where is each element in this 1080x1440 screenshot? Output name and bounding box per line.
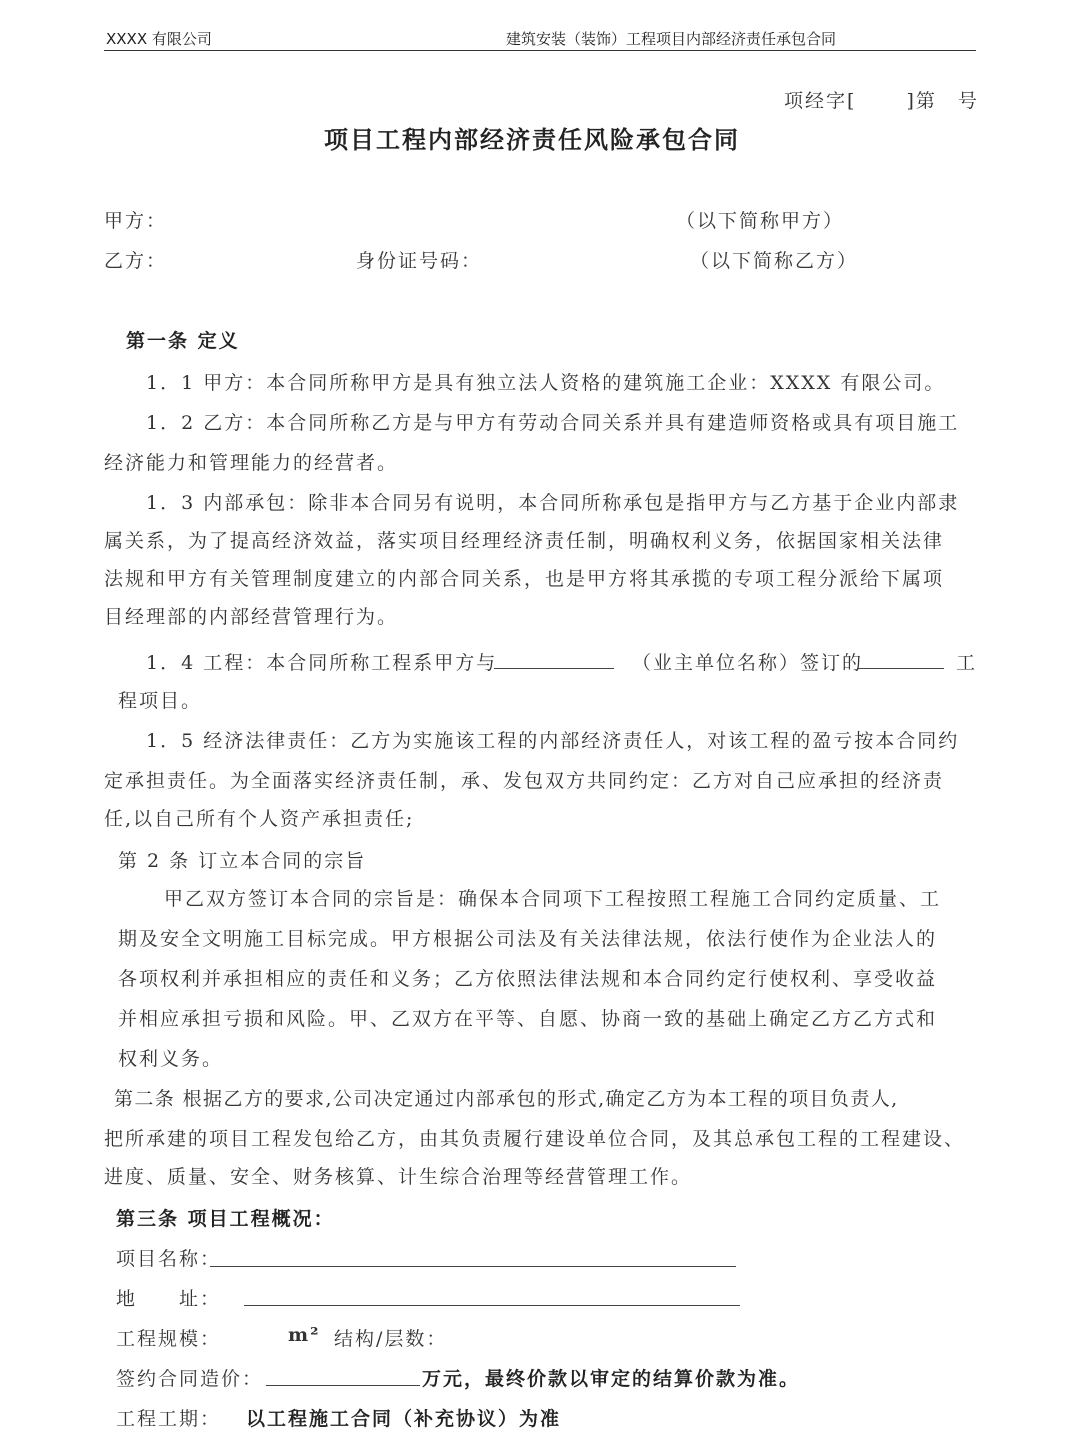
clause-1-4-line-2: 程项目。	[118, 690, 203, 712]
owner-name-blank	[494, 668, 614, 669]
header-company: XXXX 有限公司	[106, 30, 212, 48]
party-a-note: （以下简称甲方）	[676, 210, 845, 232]
article-2-line-2: 期及安全文明施工目标完成。甲方根据公司法及有关法律法规，依法行使作为企业法人的	[118, 928, 938, 950]
scale-label: 工程规模：	[116, 1328, 222, 1350]
clause-1-5-line-3: 任,以自己所有个人资产承担责任;	[104, 808, 415, 830]
clause-1-2-line-1: 1．2 乙方：本合同所称乙方是与甲方有劳动合同关系并具有建造师资格或具有项目施工	[146, 412, 960, 434]
article-two-line-1: 第二条 根据乙方的要求,公司决定通过内部承包的形式,确定乙方为本工程的项目负责人,	[114, 1088, 899, 1110]
address-field-line	[244, 1305, 740, 1306]
contract-price-field-line	[266, 1385, 420, 1386]
project-name-blank	[858, 668, 944, 669]
party-b-note: （以下简称乙方）	[690, 250, 859, 272]
clause-1-4-part-2: （业主单位名称）签订的	[632, 652, 864, 674]
clause-1-1: 1．1 甲方：本合同所称甲方是具有独立法人资格的建筑施工企业：XXXX 有限公司。	[146, 372, 946, 394]
clause-1-4-part-3: 工	[956, 652, 978, 674]
project-name-label: 项目名称：	[116, 1248, 222, 1270]
clause-1-5-line-2: 定承担责任。为全面落实经济责任制，承、发包双方共同约定：乙方对自己应承担的经济责	[104, 770, 945, 792]
article-3-heading: 第三条 项目工程概况：	[116, 1208, 335, 1230]
project-name-field-line	[210, 1266, 736, 1267]
clause-1-3-line-3: 法规和甲方有关管理制度建立的内部合同关系，也是甲方将其承揽的专项工程分派给下属项	[104, 568, 945, 590]
article-2-heading: 第 2 条 订立本合同的宗旨	[118, 850, 367, 872]
clause-1-3-line-4: 目经理部的内部经营管理行为。	[104, 606, 399, 628]
article-2-line-5: 权利义务。	[118, 1048, 224, 1070]
party-b-label: 乙方：	[104, 250, 168, 272]
article-2-line-3: 各项权利并承担相应的责任和义务；乙方依照法律法规和本合同约定行使权利、享受收益	[118, 968, 938, 990]
clause-1-4-part-1: 1．4 工程：本合同所称工程系甲方与	[146, 652, 498, 674]
article-2-line-1: 甲乙双方签订本合同的宗旨是：确保本合同项下工程按照工程施工合同约定质量、工	[164, 888, 942, 910]
header-document-name: 建筑安装（装饰）工程项目内部经济责任承包合同	[506, 30, 837, 48]
clause-1-2-line-2: 经济能力和管理能力的经营者。	[104, 452, 399, 474]
contract-number-line: 项经字[ ]第 号	[784, 90, 979, 112]
structure-label: 结构/层数：	[334, 1328, 448, 1350]
article-two-line-3: 进度、质量、安全、财务核算、计生综合治理等经营管理工作。	[104, 1166, 693, 1188]
duration-value: 以工程施工合同（补充协议）为准	[246, 1408, 562, 1430]
duration-label: 工程工期：	[116, 1408, 222, 1430]
contract-price-suffix: 万元，最终价款以审定的结算价款为准。	[422, 1368, 801, 1390]
article-2-line-4: 并相应承担亏损和风险。甲、乙双方在平等、自愿、协商一致的基础上确定乙方乙方式和	[118, 1008, 938, 1030]
article-1-heading: 第一条 定义	[126, 330, 240, 352]
clause-1-5-line-1: 1．5 经济法律责任：乙方为实施该工程的内部经济责任人，对该工程的盈亏按本合同约	[146, 730, 960, 752]
party-a-label: 甲方：	[104, 210, 168, 232]
scale-unit: m²	[288, 1324, 321, 1346]
article-two-line-2: 把所承建的项目工程发包给乙方，由其负责履行建设单位合同，及其总承包工程的工程建设、	[104, 1128, 966, 1150]
document-title: 项目工程内部经济责任风险承包合同	[324, 125, 740, 154]
header-rule	[104, 50, 976, 51]
address-label: 地 址：	[116, 1288, 222, 1310]
clause-1-3-line-2: 属关系，为了提高经济效益，落实项目经理经济责任制，明确权利义务，依据国家相关法律	[104, 530, 945, 552]
id-number-label: 身份证号码：	[356, 250, 483, 272]
contract-price-label: 签约合同造价：	[116, 1368, 264, 1390]
clause-1-3-line-1: 1．3 内部承包：除非本合同另有说明，本合同所称承包是指甲方与乙方基于企业内部隶	[146, 492, 960, 514]
